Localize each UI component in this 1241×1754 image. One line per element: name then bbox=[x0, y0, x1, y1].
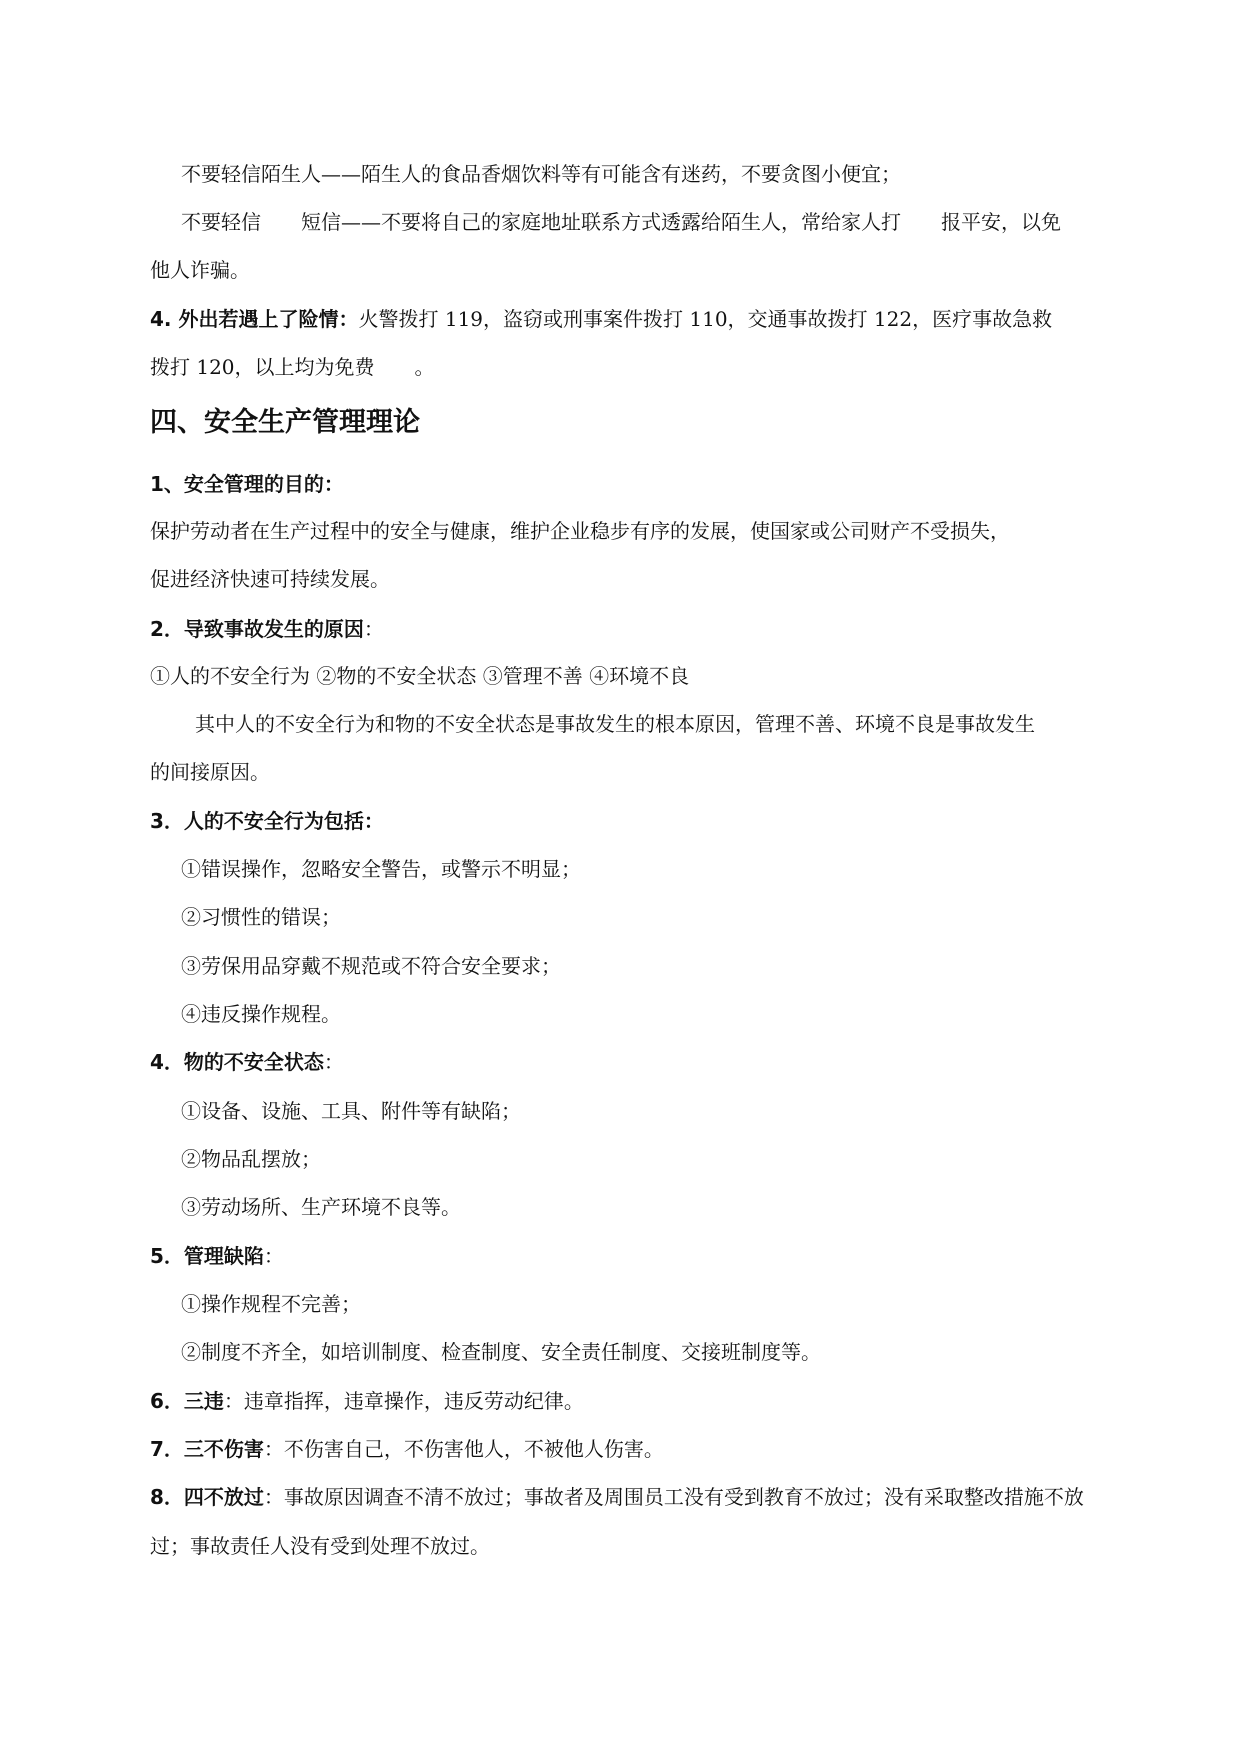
item-label: 2．导致事故发生的原因 bbox=[150, 617, 364, 641]
item-text: ：事故原因调查不清不放过；事故者及周围员工没有受到教育不放过；没有采取整改措施不放 bbox=[263, 1485, 1084, 1509]
item-text: ：不伤害自己，不伤害他人，不被他人伤害。 bbox=[263, 1437, 664, 1461]
paragraph-text: 过；事故责任人没有受到处理不放过。 bbox=[150, 1534, 490, 1558]
numbered-item bbox=[150, 1483, 1084, 1511]
numbered-item bbox=[150, 470, 344, 498]
paragraph-line bbox=[150, 565, 390, 593]
list-item-text: ④违反操作规程。 bbox=[181, 1002, 341, 1026]
numbered-item bbox=[150, 1048, 344, 1076]
list-item bbox=[181, 952, 561, 980]
paragraph-line bbox=[150, 256, 250, 284]
list-item bbox=[181, 1193, 461, 1221]
item-label: 4. 外出若遇上了险情： bbox=[150, 307, 359, 331]
paragraph-text: 拨打 120，以上均为免费 。 bbox=[150, 355, 435, 379]
numbered-item bbox=[150, 1242, 284, 1270]
numbered-item bbox=[150, 1435, 664, 1463]
list-item bbox=[181, 1000, 341, 1028]
paragraph-line bbox=[150, 758, 270, 786]
paragraph-text: 促进经济快速可持续发展。 bbox=[150, 567, 390, 591]
paragraph-line bbox=[181, 160, 901, 188]
numbered-item bbox=[150, 1387, 584, 1415]
list-item-text: ①操作规程不完善； bbox=[181, 1292, 361, 1316]
item-label: 8．四不放过 bbox=[150, 1485, 264, 1509]
list-item-text: ①设备、设施、工具、附件等有缺陷； bbox=[181, 1099, 521, 1123]
item-text: ： bbox=[263, 1244, 284, 1268]
item-label: 4．物的不安全状态 bbox=[150, 1050, 324, 1074]
list-item bbox=[181, 855, 581, 883]
paragraph-text: 的间接原因。 bbox=[150, 760, 270, 784]
paragraph-line bbox=[150, 517, 1010, 545]
list-item-text: ③劳保用品穿戴不规范或不符合安全要求； bbox=[181, 954, 561, 978]
paragraph-text: 不要轻信陌生人——陌生人的食品香烟饮料等有可能含有迷药，不要贪图小便宜； bbox=[181, 162, 901, 186]
item-label: 1、安全管理的目的： bbox=[150, 472, 344, 496]
item-text: ： bbox=[363, 617, 384, 641]
list-item bbox=[181, 903, 341, 931]
paragraph-text: 他人诈骗。 bbox=[150, 258, 250, 282]
item-text: ：违章指挥，违章操作，违反劳动纪律。 bbox=[223, 1389, 584, 1413]
list-item bbox=[181, 1145, 321, 1173]
list-item bbox=[181, 1338, 821, 1366]
paragraph-line bbox=[150, 1532, 490, 1560]
numbered-item bbox=[150, 305, 1052, 333]
paragraph-text: 保护劳动者在生产过程中的安全与健康，维护企业稳步有序的发展，使国家或公司财产不受损失， bbox=[150, 519, 1010, 543]
paragraph-line bbox=[150, 353, 435, 381]
list-item-text: ②习惯性的错误； bbox=[181, 905, 341, 929]
paragraph-text: ①人的不安全行为 ②物的不安全状态 ③管理不善 ④环境不良 bbox=[150, 664, 690, 688]
item-text: ： bbox=[323, 1050, 344, 1074]
item-text: 火警拨打 119，盗窃或刑事案件拨打 110，交通事故拨打 122，医疗事故急救 bbox=[358, 307, 1053, 331]
paragraph-text: 不要轻信 短信——不要将自己的家庭地址联系方式透露给陌生人，常给家人打 报平安，以免 bbox=[181, 210, 1061, 234]
item-label: 3．人的不安全行为包括： bbox=[150, 809, 384, 833]
list-item-text: ③劳动场所、生产环境不良等。 bbox=[181, 1195, 461, 1219]
paragraph-line bbox=[181, 208, 1061, 236]
list-item-text: ②物品乱摆放； bbox=[181, 1147, 321, 1171]
list-item bbox=[181, 1290, 361, 1318]
section-heading: 四、安全生产管理理论 bbox=[150, 407, 420, 438]
item-label: 5．管理缺陷 bbox=[150, 1244, 264, 1268]
list-item-text: ①错误操作，忽略安全警告，或警示不明显； bbox=[181, 857, 581, 881]
item-label: 6．三违 bbox=[150, 1389, 224, 1413]
paragraph-text: 其中人的不安全行为和物的不安全状态是事故发生的根本原因，管理不善、环境不良是事故发生 bbox=[195, 712, 1035, 736]
item-label: 7．三不伤害 bbox=[150, 1437, 264, 1461]
numbered-item bbox=[150, 615, 384, 643]
paragraph-line bbox=[150, 662, 689, 690]
list-item bbox=[181, 1097, 521, 1125]
numbered-item bbox=[150, 807, 384, 835]
paragraph-line bbox=[195, 710, 1035, 738]
list-item-text: ②制度不齐全，如培训制度、检查制度、安全责任制度、交接班制度等。 bbox=[181, 1340, 821, 1364]
